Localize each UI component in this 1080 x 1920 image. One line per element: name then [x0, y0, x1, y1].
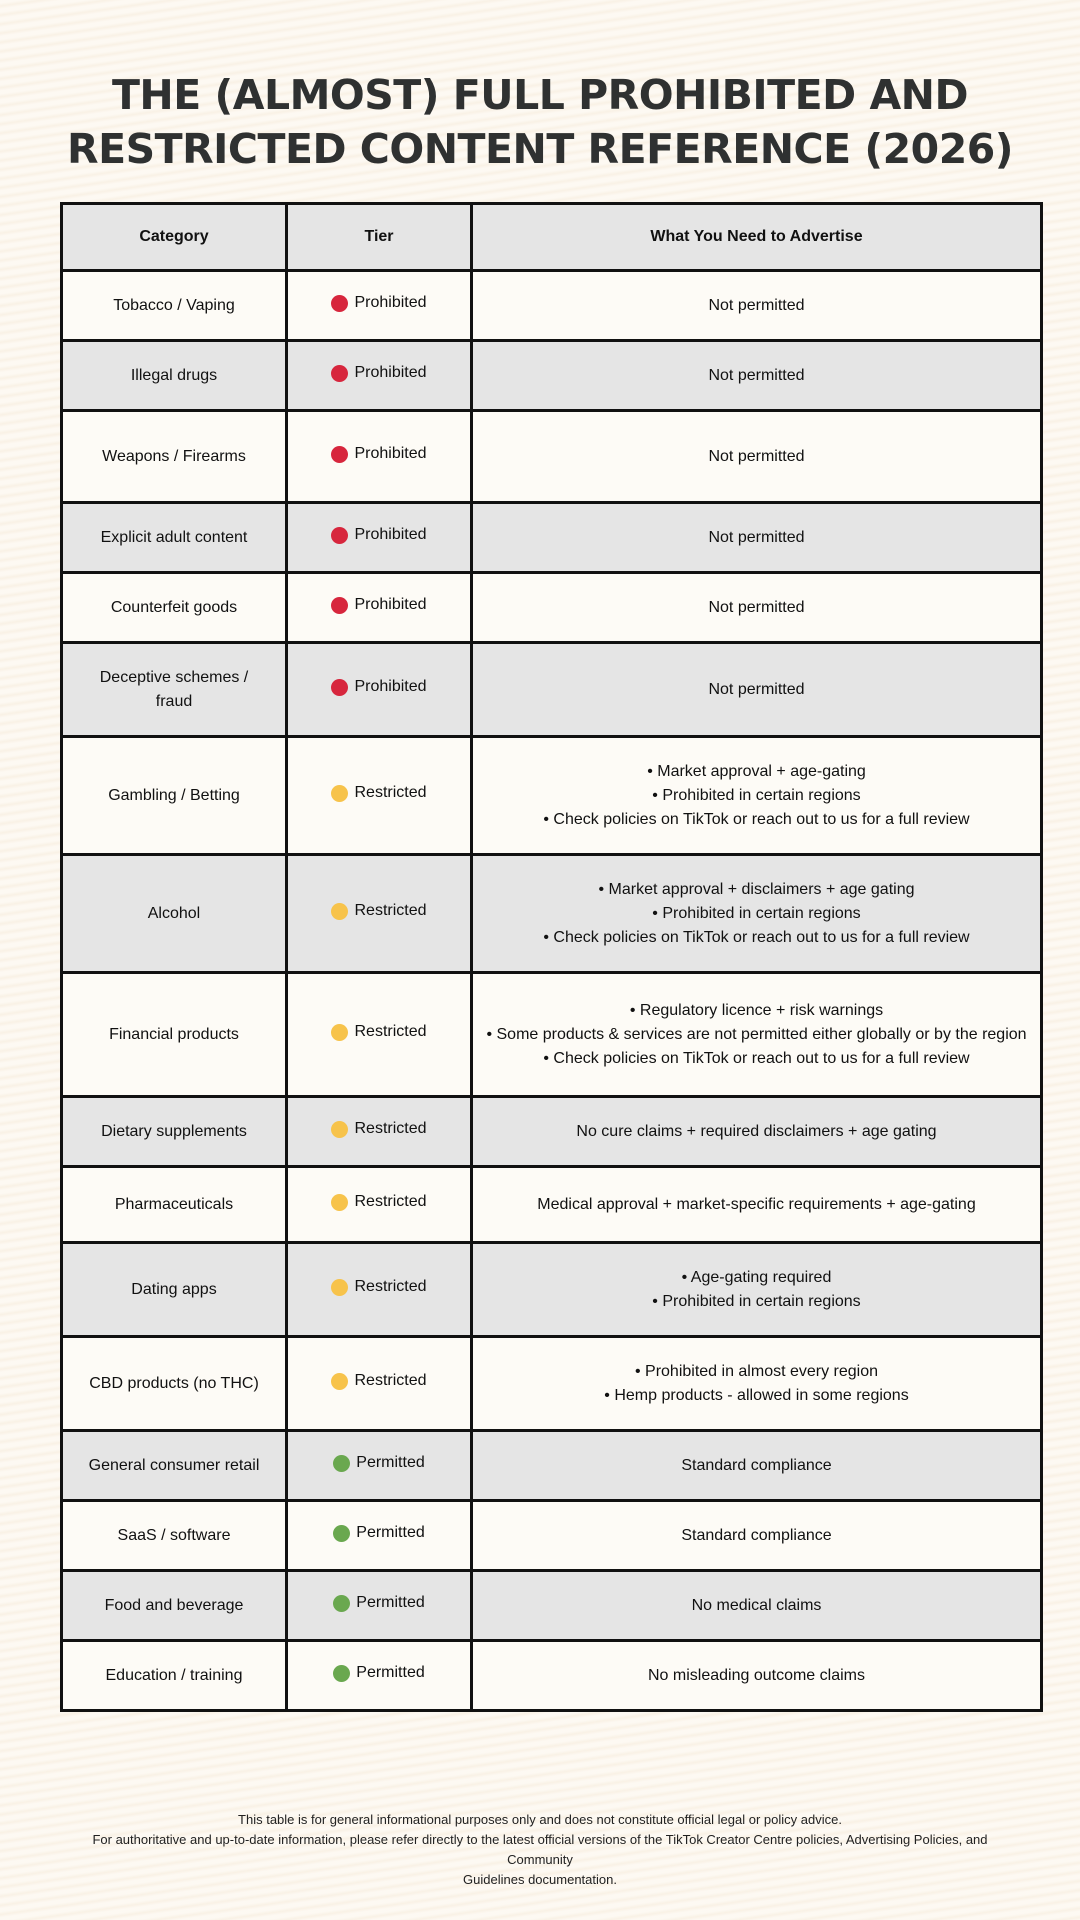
status-dot-icon — [333, 1595, 350, 1612]
status-dot-icon — [331, 1279, 348, 1296]
status-dot-icon — [331, 527, 348, 544]
category-cell — [62, 1337, 287, 1431]
tier-label: Permitted — [356, 1594, 425, 1612]
table-row — [62, 411, 1042, 503]
category-cell — [62, 1501, 287, 1571]
disclaimer-footer — [60, 1810, 1020, 1890]
tier-cell — [287, 1167, 472, 1243]
status-dot-icon — [331, 785, 348, 802]
requirement-text: • Hemp products - allowed in some regions — [604, 1386, 909, 1404]
tier-cell — [287, 503, 472, 573]
category-text: Gambling / Betting — [108, 786, 240, 804]
requirement-text: Not permitted — [708, 296, 805, 314]
category-text: General consumer retail — [88, 1456, 260, 1474]
tier-badge — [331, 1275, 426, 1299]
table-header-row — [62, 204, 1042, 271]
table-row — [62, 1167, 1042, 1243]
requirements-cell — [472, 271, 1042, 341]
requirement-text: Not permitted — [708, 528, 805, 546]
table-row — [62, 573, 1042, 643]
tier-badge — [331, 523, 426, 547]
category-text: Food and beverage — [104, 1596, 244, 1614]
tier-cell — [287, 643, 472, 737]
tier-badge — [331, 675, 426, 699]
category-text: SaaS / software — [117, 1526, 231, 1544]
requirements-cell — [472, 1167, 1042, 1243]
category-cell — [62, 855, 287, 973]
category-text: Dietary supplements — [101, 1122, 247, 1140]
tier-label: Restricted — [354, 1193, 427, 1211]
page-title — [40, 68, 1040, 176]
requirement-text: Not permitted — [708, 366, 805, 384]
requirement-text: • Check policies on TikTok or reach out to us for a full review — [543, 1049, 970, 1067]
status-dot-icon — [331, 1373, 348, 1390]
requirements-cell — [472, 503, 1042, 573]
tier-badge — [333, 1661, 424, 1685]
category-text: CBD products (no THC) — [89, 1374, 259, 1392]
table-row — [62, 643, 1042, 737]
category-text: Explicit adult content — [100, 528, 248, 546]
requirement-text: Standard compliance — [681, 1526, 832, 1544]
table-row — [62, 1243, 1042, 1337]
tier-badge — [333, 1451, 424, 1475]
disclaimer-line-1: This table is for general informational purposes only and does not constitute official legal or policy advice. — [238, 1812, 842, 1827]
table-row — [62, 973, 1042, 1097]
tier-cell — [287, 411, 472, 503]
tier-label: Restricted — [354, 1278, 427, 1296]
tier-label: Prohibited — [354, 294, 427, 312]
category-cell — [62, 737, 287, 855]
tier-cell — [287, 1337, 472, 1431]
category-cell — [62, 503, 287, 573]
requirements-cell — [472, 1431, 1042, 1501]
category-text: fraud — [155, 692, 193, 710]
requirement-text: • Market approval + disclaimers + age gating — [598, 880, 915, 898]
requirement-text: • Prohibited in certain regions — [652, 904, 861, 922]
title-line-2: RESTRICTED CONTENT REFERENCE (2026) — [67, 125, 1013, 173]
status-dot-icon — [333, 1665, 350, 1682]
status-dot-icon — [331, 365, 348, 382]
status-dot-icon — [331, 446, 348, 463]
category-text: Financial products — [109, 1025, 239, 1043]
requirement-text: No misleading outcome claims — [648, 1666, 865, 1684]
requirements-cell — [472, 1243, 1042, 1337]
tier-badge — [331, 442, 426, 466]
requirements-cell — [472, 1337, 1042, 1431]
tier-cell — [287, 573, 472, 643]
table-row — [62, 271, 1042, 341]
status-dot-icon — [331, 679, 348, 696]
table-row — [62, 1641, 1042, 1711]
tier-badge — [333, 1591, 424, 1615]
status-dot-icon — [331, 597, 348, 614]
tier-cell — [287, 973, 472, 1097]
tier-label: Permitted — [356, 1524, 425, 1542]
tier-badge — [331, 1117, 426, 1141]
tier-badge — [331, 899, 426, 923]
tier-label: Prohibited — [354, 445, 427, 463]
requirement-text: • Check policies on TikTok or reach out to us for a full review — [543, 810, 970, 828]
status-dot-icon — [333, 1455, 350, 1472]
category-cell — [62, 1431, 287, 1501]
tier-badge — [331, 593, 426, 617]
tier-cell — [287, 271, 472, 341]
tier-label: Prohibited — [354, 678, 427, 696]
requirements-cell — [472, 855, 1042, 973]
title-line-1: THE (ALMOST) FULL PROHIBITED AND — [111, 71, 969, 119]
requirements-cell — [472, 1571, 1042, 1641]
requirement-text: • Prohibited in almost every region — [634, 1362, 879, 1380]
requirement-text: • Prohibited in certain regions — [652, 786, 861, 804]
category-cell — [62, 973, 287, 1097]
status-dot-icon — [331, 1024, 348, 1041]
requirement-text: Medical approval + market-specific requirements + age-gating — [537, 1195, 976, 1213]
tier-cell — [287, 1501, 472, 1571]
tier-label: Prohibited — [354, 364, 427, 382]
requirements-cell — [472, 411, 1042, 503]
status-dot-icon — [331, 1121, 348, 1138]
tier-cell — [287, 1097, 472, 1167]
category-cell — [62, 1641, 287, 1711]
requirement-text: • Prohibited in certain regions — [652, 1292, 861, 1310]
category-cell — [62, 341, 287, 411]
requirement-text: Not permitted — [708, 598, 805, 616]
table-row — [62, 1501, 1042, 1571]
category-cell — [62, 411, 287, 503]
tier-badge — [333, 1521, 424, 1545]
tier-label: Prohibited — [354, 596, 427, 614]
category-text: Deceptive schemes / — [99, 668, 249, 686]
tier-cell — [287, 855, 472, 973]
category-text: Weapons / Firearms — [102, 447, 246, 465]
requirements-cell — [472, 1501, 1042, 1571]
requirements-cell — [472, 643, 1042, 737]
category-text: Pharmaceuticals — [114, 1195, 234, 1213]
requirements-cell — [472, 737, 1042, 855]
status-dot-icon — [333, 1525, 350, 1542]
category-text: Illegal drugs — [130, 366, 218, 384]
requirement-text: • Some products & services are not permitted either globally or by the region — [486, 1025, 1027, 1043]
category-text: Education / training — [105, 1666, 243, 1684]
requirement-text: No medical claims — [691, 1596, 822, 1614]
category-cell — [62, 271, 287, 341]
tier-label: Restricted — [354, 902, 427, 920]
tier-badge — [331, 361, 426, 385]
table-row — [62, 737, 1042, 855]
table-row — [62, 855, 1042, 973]
category-cell — [62, 643, 287, 737]
category-cell — [62, 573, 287, 643]
requirement-text: • Age-gating required — [681, 1268, 832, 1286]
table-row — [62, 503, 1042, 573]
status-dot-icon — [331, 903, 348, 920]
status-dot-icon — [331, 295, 348, 312]
tier-label: Permitted — [356, 1454, 425, 1472]
category-cell — [62, 1243, 287, 1337]
requirements-cell — [472, 973, 1042, 1097]
category-cell — [62, 1167, 287, 1243]
tier-cell — [287, 1243, 472, 1337]
tier-badge — [331, 291, 426, 315]
table-row — [62, 1431, 1042, 1501]
table-row — [62, 1097, 1042, 1167]
requirement-text: Standard compliance — [681, 1456, 832, 1474]
column-header-requirements: What You Need to Advertise — [472, 204, 1042, 271]
category-text: Tobacco / Vaping — [113, 296, 235, 314]
status-dot-icon — [331, 1194, 348, 1211]
column-header-category: Category — [62, 204, 287, 271]
table-row — [62, 341, 1042, 411]
content-reference-table — [60, 202, 1043, 1712]
category-text: Dating apps — [131, 1280, 217, 1298]
requirement-text: • Regulatory licence + risk warnings — [629, 1001, 884, 1019]
requirement-text: Not permitted — [708, 447, 805, 465]
tier-label: Restricted — [354, 1372, 427, 1390]
tier-cell — [287, 737, 472, 855]
category-cell — [62, 1097, 287, 1167]
tier-label: Restricted — [354, 784, 427, 802]
disclaimer-line-2: For authoritative and up-to-date information, please refer directly to the latest official versions of the TikTok Creator Centre policies, Advertising Policies, and Community — [92, 1832, 988, 1867]
tier-label: Restricted — [354, 1023, 427, 1041]
tier-badge — [331, 1020, 426, 1044]
requirements-cell — [472, 573, 1042, 643]
tier-label: Restricted — [354, 1120, 427, 1138]
requirement-text: • Market approval + age-gating — [647, 762, 866, 780]
tier-badge — [331, 781, 426, 805]
tier-cell — [287, 341, 472, 411]
disclaimer-line-3: Guidelines documentation. — [463, 1872, 617, 1887]
category-text: Counterfeit goods — [110, 598, 238, 616]
category-cell — [62, 1571, 287, 1641]
table-row — [62, 1571, 1042, 1641]
tier-label: Prohibited — [354, 526, 427, 544]
requirements-cell — [472, 1641, 1042, 1711]
tier-cell — [287, 1571, 472, 1641]
requirement-text: • Check policies on TikTok or reach out to us for a full review — [543, 928, 970, 946]
table-body — [62, 271, 1042, 1711]
tier-label: Permitted — [356, 1664, 425, 1682]
tier-cell — [287, 1641, 472, 1711]
column-header-tier: Tier — [287, 204, 472, 271]
category-text: Alcohol — [147, 904, 201, 922]
requirement-text: No cure claims + required disclaimers + age gating — [576, 1122, 937, 1140]
tier-badge — [331, 1190, 426, 1214]
requirements-cell — [472, 1097, 1042, 1167]
table-row — [62, 1337, 1042, 1431]
tier-cell — [287, 1431, 472, 1501]
requirements-cell — [472, 341, 1042, 411]
requirement-text: Not permitted — [708, 680, 805, 698]
tier-badge — [331, 1369, 426, 1393]
